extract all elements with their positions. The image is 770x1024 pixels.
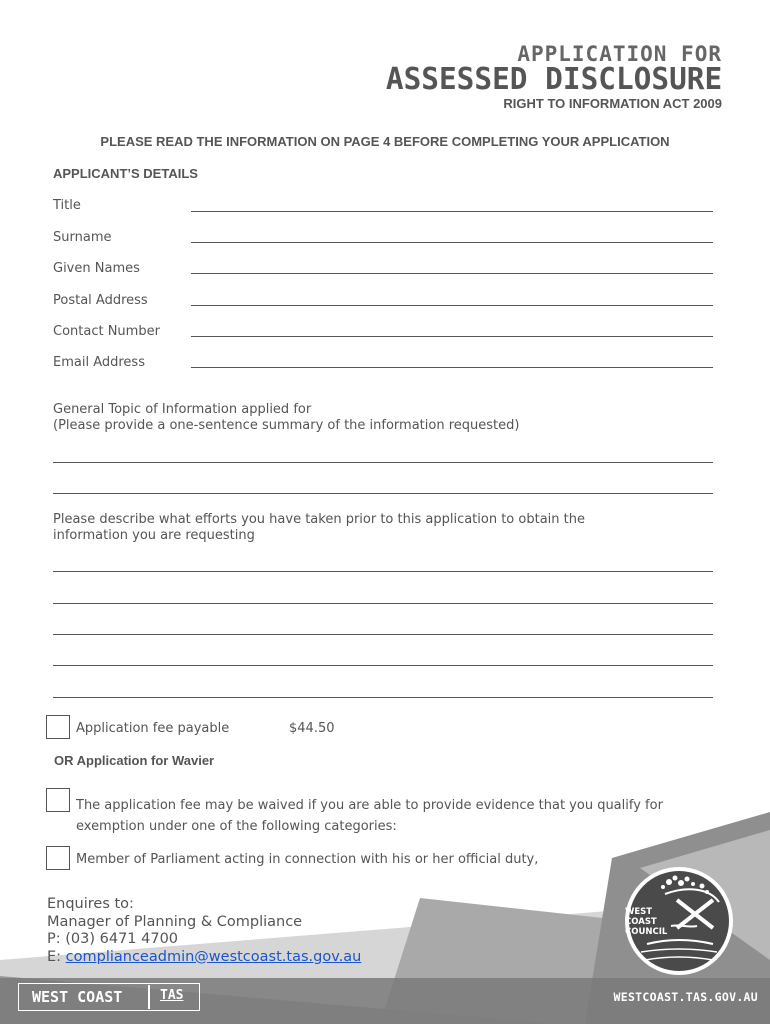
manager-label: Manager of Planning & Compliance (47, 913, 303, 930)
email-link[interactable]: complianceadmin@westcoast.tas.gov.au (65, 948, 362, 965)
surname-label: Surname (53, 230, 112, 245)
title-label: Title (53, 198, 81, 213)
applicant-heading: APPLICANT’S DETAILS (53, 166, 198, 181)
phone-number: P: (03) 6471 4700 (47, 931, 179, 947)
brand-west-coast: WEST COAST (32, 988, 123, 1006)
email-line (47, 949, 361, 967)
given-names-field[interactable] (191, 273, 713, 274)
efforts-line-1[interactable] (53, 571, 713, 572)
topic-label (53, 402, 519, 434)
surname-field[interactable] (191, 242, 713, 243)
topic-line-2[interactable] (53, 493, 713, 494)
efforts-line-5[interactable] (53, 697, 713, 698)
fee-checkbox[interactable] (46, 715, 70, 739)
brand-divider (148, 985, 150, 1009)
wavier-text (76, 795, 663, 837)
postal-address-label: Postal Address (53, 293, 148, 308)
postal-address-field[interactable] (191, 305, 713, 306)
contact-number-field[interactable] (191, 336, 713, 337)
logo-text-council: COUNCIL (625, 927, 668, 937)
west-coast-council-logo (617, 866, 741, 976)
header-act: RIGHT TO INFORMATION ACT 2009 (503, 96, 722, 111)
efforts-label-line1: Please describe what efforts you have taken prior to this application to obtain the (53, 512, 585, 527)
email-prefix: E: (47, 948, 66, 965)
email-address-field[interactable] (191, 367, 713, 368)
email-address-label: Email Address (53, 355, 145, 370)
efforts-label (53, 512, 585, 544)
wavier-text-line2: exemption under one of the following categories: (76, 819, 397, 834)
efforts-label-line2: information you are requesting (53, 528, 255, 543)
wavier-text-line1: The application fee may be waived if you are able to provide evidence that you qualify for (76, 798, 663, 813)
wavier-checkbox[interactable] (46, 788, 70, 812)
efforts-line-3[interactable] (53, 634, 713, 635)
brand-tas: TAS (160, 988, 184, 1003)
fee-label: Application fee payable (76, 721, 230, 736)
notice-text: PLEASE READ THE INFORMATION ON PAGE 4 BEFORE COMPLETING YOUR APPLICATION (100, 134, 670, 149)
member-parliament-label: Member of Parliament acting in connection with his or her official duty, (76, 852, 539, 867)
topic-line-1[interactable] (53, 462, 713, 463)
enquires-label: Enquires to: (47, 896, 134, 912)
wavier-heading: OR Application for Wavier (54, 753, 215, 768)
efforts-line-4[interactable] (53, 665, 713, 666)
topic-label-line2: (Please provide a one-sentence summary of the information requested) (53, 418, 520, 433)
logo-text-west: WEST (625, 907, 653, 917)
enquiries-block (47, 896, 361, 966)
contact-number-label: Contact Number (53, 324, 160, 339)
given-names-label: Given Names (53, 261, 140, 276)
topic-label-line1: General Topic of Information applied for (53, 402, 312, 417)
header-title: ASSESSED DISCLOSURE (385, 62, 722, 97)
fee-amount: $44.50 (289, 721, 335, 736)
logo-text-coast: COAST (625, 917, 657, 927)
title-field[interactable] (191, 211, 713, 212)
header-line1: APPLICATION FOR (517, 42, 722, 66)
efforts-line-2[interactable] (53, 603, 713, 604)
member-parliament-checkbox[interactable] (46, 846, 70, 870)
website-url[interactable]: WESTCOAST.TAS.GOV.AU (613, 990, 758, 1004)
